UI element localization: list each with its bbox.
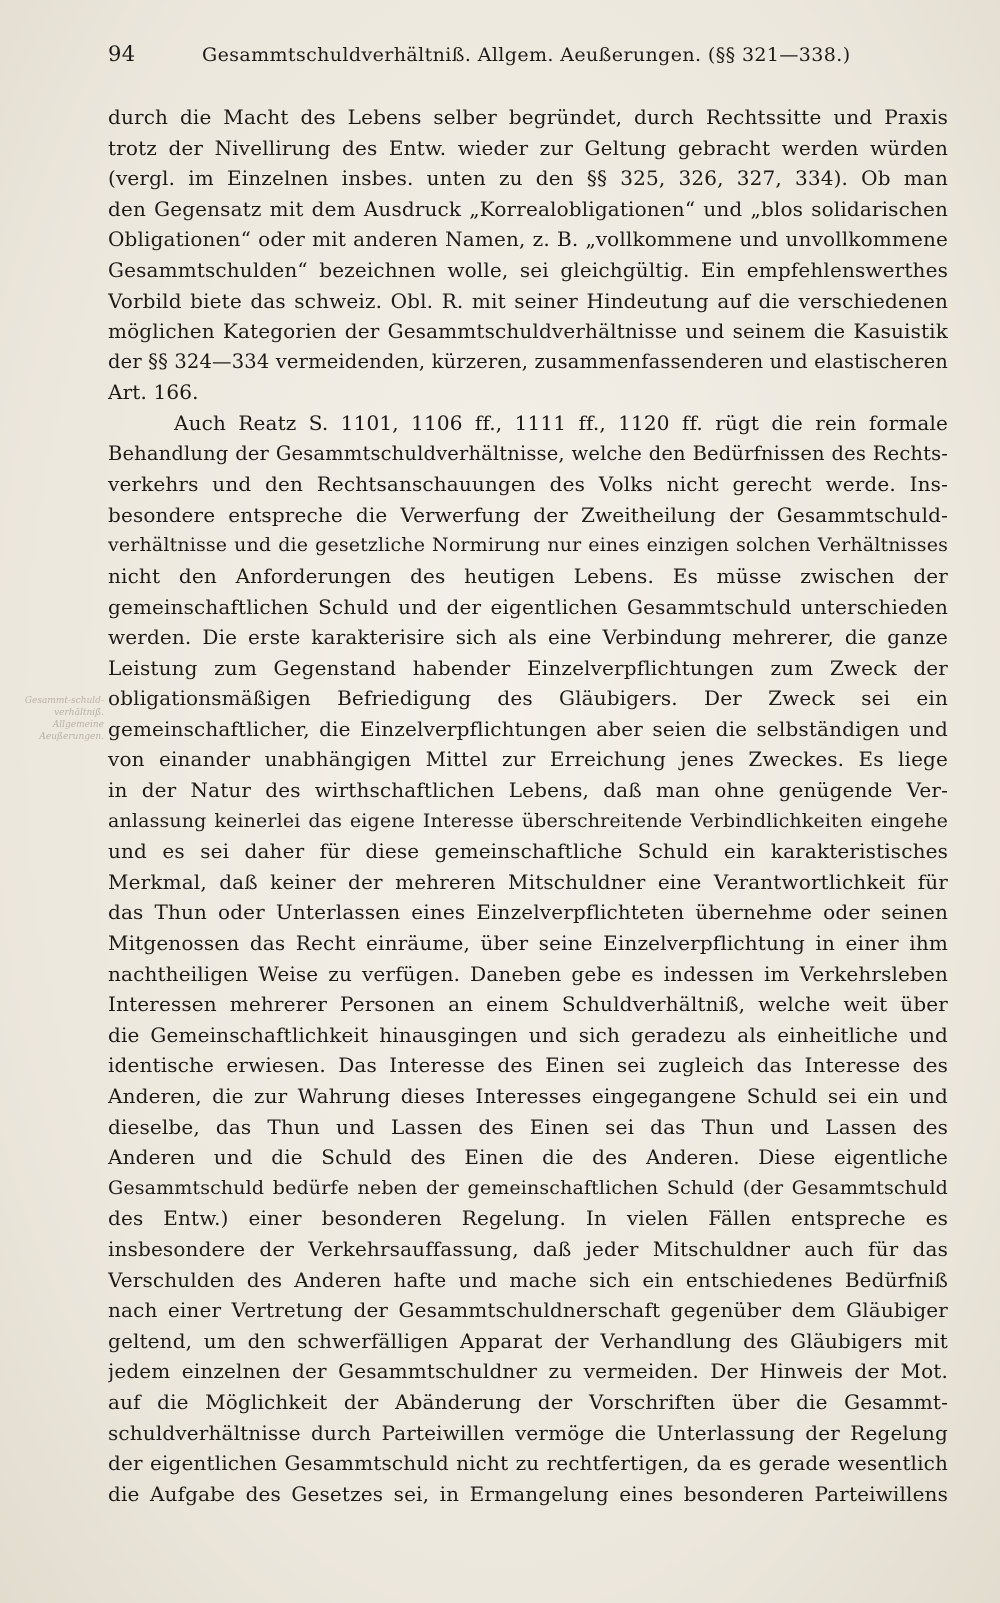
- text-line: schuldverhältnisse durch Parteiwillen vermöge die Unterlassung der Regelung: [108, 1420, 948, 1445]
- text-line: Anderen und die Schuld des Einen die des Anderen. Diese eigentliche: [108, 1145, 948, 1170]
- text-line: der eigentlichen Gesammtschuld nicht zu rechtfertigen, da es gerade wesentlich: [108, 1451, 948, 1476]
- text-line: gemeinschaftlichen Schuld und der eigentlichen Gesammtschuld unterschieden: [108, 594, 948, 619]
- text-line: nicht den Anforderungen des heutigen Lebens. Es müsse zwischen der: [108, 563, 948, 588]
- text-line: besondere entspreche die Verwerfung der Zweitheilung der Gesammtschuld-: [108, 502, 948, 527]
- running-head: Gesammtschuldverhältniß. Allgem. Aeußerungen. (§§ 321—338.): [202, 44, 851, 66]
- text-line: Gesammtschulden“ bezeichnen wolle, sei gleichgültig. Ein empfehlenswerthes: [108, 257, 948, 282]
- margin-note: Gesammt-schuld-verhältniß. Allgemeine Aeußerungen.: [24, 696, 104, 742]
- text-line: Merkmal, daß keiner der mehreren Mitschuldner eine Verantwortlichkeit für: [108, 869, 948, 894]
- text-line: (vergl. im Einzelnen insbes. unten zu den §§ 325, 326, 327, 334). Ob man: [108, 166, 948, 191]
- text-line: nach einer Vertretung der Gesammtschuldnerschaft gegenüber dem Gläubiger: [108, 1298, 948, 1323]
- text-line: Art. 166.: [108, 380, 199, 405]
- page-number: 94: [108, 42, 136, 66]
- text-line: durch die Macht des Lebens selber begründet, durch Rechtssitte und Praxis: [108, 105, 948, 129]
- text-line: jedem einzelnen der Gesammtschuldner zu vermeiden. Der Hinweis der Mot.: [108, 1359, 948, 1384]
- page-header: [108, 42, 948, 72]
- text-line: verkehrs und den Rechtsanschauungen des Volks nicht gerecht werde. Ins-: [108, 472, 948, 497]
- text-line: Obligationen“ oder mit anderen Namen, z. B. „vollkommene und unvollkommene: [108, 227, 948, 252]
- text-line: möglichen Kategorien der Gesammtschuldverhältnisse und seinem die Kasuistik: [108, 319, 948, 344]
- text-line: in der Natur des wirthschaftlichen Lebens, daß man ohne genügende Ver-: [108, 778, 948, 803]
- text-line: werden. Die erste karakterisire sich als eine Verbindung mehrerer, die ganze: [108, 625, 948, 650]
- text-line: insbesondere der Verkehrsauffassung, daß jeder Mitschuldner auch für das: [108, 1236, 948, 1261]
- text-line: trotz der Nivellirung des Entw. wieder zur Geltung gebracht werden würden: [108, 135, 948, 160]
- text-line: verhältnisse und die gesetzliche Normirung nur eines einzigen solchen Verhältnisses: [108, 534, 948, 557]
- text-line: und es sei daher für diese gemeinschaftliche Schuld ein karakteristisches: [108, 839, 948, 864]
- text-line: das Thun oder Unterlassen eines Einzelverpflichteten übernehme oder seinen: [108, 900, 948, 925]
- text-line: Interessen mehrerer Personen an einem Schuldverhältniß, welche weit über: [108, 992, 948, 1017]
- body-text: [108, 102, 948, 1509]
- text-line: den Gegensatz mit dem Ausdruck „Korrealobligationen“ und „blos solidarischen: [108, 196, 948, 221]
- text-line: anlassung keinerlei das eigene Interesse überschreitende Verbindlichkeiten eingehe: [108, 809, 948, 832]
- text-line: obligationsmäßigen Befriedigung des Gläubigers. Der Zweck sei ein: [108, 686, 948, 711]
- text-line: Verschulden des Anderen hafte und mache sich ein entschiedenes Bedürfniß: [108, 1267, 948, 1292]
- text-line: von einander unabhängigen Mittel zur Erreichung jenes Zweckes. Es liege: [108, 747, 948, 772]
- text-line: der §§ 324—334 vermeidenden, kürzeren, zusammenfassenderen und elastischeren: [108, 349, 948, 373]
- text-line: die Aufgabe des Gesetzes sei, in Ermangelung eines besonderen Parteiwillens: [108, 1481, 948, 1506]
- text-line: Gesammtschuld bedürfe neben der gemeinschaftlichen Schuld (der Gesammtschuld: [108, 1176, 948, 1199]
- text-line: Anderen, die zur Wahrung dieses Interesses eingegangene Schuld sei ein und: [108, 1084, 948, 1108]
- text-line: Auch Reatz S. 1101, 1106 ff., 1111 ff., 1120 ff. rügt die rein formale: [174, 410, 948, 435]
- text-line: gemeinschaftlicher, die Einzelverpflichtungen aber seien die selbständigen und: [108, 716, 948, 741]
- text-line: Leistung zum Gegenstand habender Einzelverpflichtungen zum Zweck der: [108, 655, 948, 680]
- text-line: auf die Möglichkeit der Abänderung der Vorschriften über die Gesammt-: [108, 1389, 948, 1414]
- text-line: Behandlung der Gesammtschuldverhältnisse, welche den Bedürfnissen des Rechts-: [108, 441, 948, 465]
- text-line: dieselbe, das Thun und Lassen des Einen sei das Thun und Lassen des: [108, 1114, 948, 1139]
- text-line: Vorbild biete das schweiz. Obl. R. mit seiner Hindeutung auf die verschiedenen: [108, 288, 948, 313]
- text-line: geltend, um den schwerfälligen Apparat der Verhandlung des Gläubigers mit: [108, 1328, 948, 1353]
- text-line: Mitgenossen das Recht einräume, über seine Einzelverpflichtung in einer ihm: [108, 931, 948, 956]
- text-line: nachtheiligen Weise zu verfügen. Daneben gebe es indessen im Verkehrsleben: [108, 961, 948, 986]
- text-line: identische erwiesen. Das Interesse des Einen sei zugleich das Interesse des: [108, 1053, 948, 1078]
- text-line: die Gemeinschaftlichkeit hinausgingen und sich geradezu als einheitliche und: [108, 1022, 948, 1047]
- text-line: des Entw.) einer besonderen Regelung. In vielen Fällen entspreche es: [108, 1206, 948, 1231]
